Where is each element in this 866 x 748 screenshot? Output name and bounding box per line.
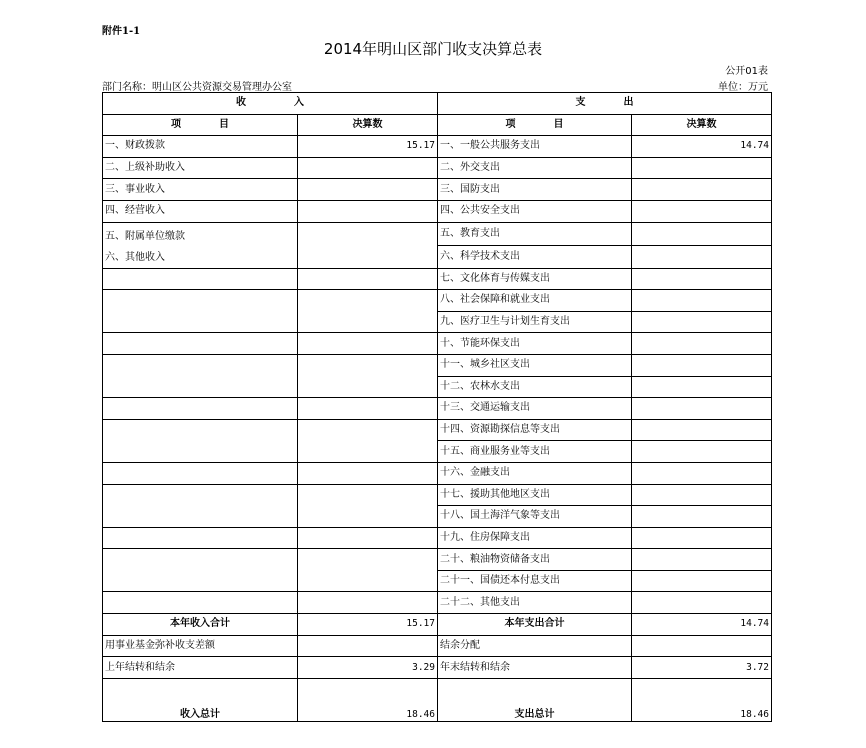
expense-item-cell: 九、医疗卫生与计划生育支出 [438, 311, 632, 333]
income-head-b: 入 [294, 97, 304, 109]
income-item-cell [103, 549, 298, 592]
income-item-cell: 二、上级补助收入 [103, 157, 298, 179]
table-row [103, 179, 772, 201]
income-amount-cell [298, 527, 438, 549]
income-carry-value: 3.29 [298, 657, 438, 679]
expense-item-cell: 十六、金融支出 [438, 462, 632, 484]
expense-item-cell: 八、社会保障和就业支出 [438, 290, 632, 312]
table-row [103, 462, 772, 484]
income-amount-cell [298, 398, 438, 420]
income-item-cell [103, 290, 298, 333]
income-item-cell: 三、事业收入 [103, 179, 298, 201]
expense-item-cell: 十五、商业服务业等支出 [438, 441, 632, 463]
income-item-cell [103, 268, 298, 290]
expense-item-cell: 十八、国土海洋气象等支出 [438, 506, 632, 528]
table-row [103, 157, 772, 179]
expense-item-cell: 六、科学技术支出 [438, 245, 632, 268]
income-amount-cell [298, 592, 438, 614]
expense-item-cell: 十三、交通运输支出 [438, 398, 632, 420]
income-grand-total-label: 收入总计 [103, 678, 298, 721]
column-header-row [103, 114, 772, 136]
expense-amount-cell [632, 570, 772, 592]
col-item-a: 项 [505, 118, 516, 130]
expense-distribution-value [632, 635, 772, 657]
income-section-header [103, 93, 438, 115]
expense-item-cell: 四、公共安全支出 [438, 200, 632, 222]
income-item-label: 六、其他收入 [105, 251, 165, 263]
income-amount-cell [298, 462, 438, 484]
income-fund-offset-value [298, 635, 438, 657]
income-item-header [103, 114, 298, 136]
table-row [103, 527, 772, 549]
expense-year-total-value: 14.74 [632, 614, 772, 636]
expense-amount-cell [632, 462, 772, 484]
income-amount-header: 决算数 [298, 114, 438, 136]
table-row [103, 354, 772, 376]
expense-section-header [438, 93, 772, 115]
income-item-cell [103, 419, 298, 462]
income-year-total-label: 本年收入合计 [103, 614, 298, 636]
expense-item-cell: 十二、农林水支出 [438, 376, 632, 398]
expense-item-cell: 一、一般公共服务支出 [438, 136, 632, 158]
expense-item-cell: 三、国防支出 [438, 179, 632, 201]
form-code: 公开01表 [725, 66, 768, 77]
income-amount-cell [298, 157, 438, 179]
income-amount-cell [298, 354, 438, 397]
expense-amount-cell [632, 157, 772, 179]
expense-amount-cell [632, 549, 772, 571]
col-item-a: 项 [171, 118, 181, 130]
expense-amount-cell [632, 200, 772, 222]
income-amount-cell [298, 419, 438, 462]
section-header-row [103, 93, 772, 115]
expense-carry-label: 年末结转和结余 [438, 657, 632, 679]
year-total-row [103, 614, 772, 636]
department-name: 部门名称：明山区公共资源交易管理办公室 [102, 82, 292, 93]
income-item-cell [103, 333, 298, 355]
table-row [103, 398, 772, 420]
income-amount-cell [298, 549, 438, 592]
expense-grand-total-label: 支出总计 [438, 678, 632, 721]
expense-grand-total-value: 18.46 [632, 678, 772, 721]
income-item-cell [103, 398, 298, 420]
income-item-cell: 一、财政拨款 [103, 136, 298, 158]
expense-carry-value: 3.72 [632, 657, 772, 679]
expense-item-cell: 七、文化体育与传媒支出 [438, 268, 632, 290]
expense-amount-cell [632, 506, 772, 528]
expense-head-a: 支 [575, 97, 586, 109]
expense-amount-cell [632, 268, 772, 290]
income-item-cell [103, 462, 298, 484]
expense-amount-cell [632, 333, 772, 355]
table-row [103, 200, 772, 222]
grand-total-row [103, 678, 772, 721]
expense-amount-cell [632, 419, 772, 441]
expense-amount-cell [632, 484, 772, 506]
income-carry-label: 上年结转和结余 [103, 657, 298, 679]
income-amount-cell [298, 179, 438, 201]
income-amount-cell [298, 268, 438, 290]
income-item-cell: 四、经营收入 [103, 200, 298, 222]
income-item-cell [103, 354, 298, 397]
expense-amount-cell [632, 311, 772, 333]
expense-item-cell: 十七、援助其他地区支出 [438, 484, 632, 506]
expense-item-cell: 二、外交支出 [438, 157, 632, 179]
income-amount-cell [298, 222, 438, 268]
income-item-cell [103, 222, 298, 268]
income-item-cell [103, 484, 298, 527]
table-row [103, 549, 772, 571]
income-amount-cell: 15.17 [298, 136, 438, 158]
expense-amount-cell [632, 527, 772, 549]
expense-amount-cell [632, 441, 772, 463]
expense-amount-cell [632, 398, 772, 420]
income-item-label: 五、附属单位缴款 [105, 230, 185, 242]
expense-item-cell: 二十、粮油物资储备支出 [438, 549, 632, 571]
income-head-a: 收 [236, 97, 246, 109]
expense-item-cell: 十、节能环保支出 [438, 333, 632, 355]
table-row [103, 290, 772, 312]
income-amount-cell [298, 200, 438, 222]
income-grand-total-value: 18.46 [298, 678, 438, 721]
expense-item-header [438, 114, 632, 136]
expense-amount-cell [632, 376, 772, 398]
expense-distribution-label: 结余分配 [438, 635, 632, 657]
budget-table [102, 92, 772, 722]
col-item-b: 目 [219, 118, 229, 130]
expense-amount-cell [632, 354, 772, 376]
unit-label: 单位：万元 [718, 82, 768, 93]
table-row [103, 333, 772, 355]
income-amount-cell [298, 333, 438, 355]
table-row [103, 268, 772, 290]
expense-amount-cell [632, 290, 772, 312]
expense-head-b: 出 [623, 97, 634, 109]
expense-amount-cell [632, 592, 772, 614]
income-item-cell [103, 527, 298, 549]
expense-amount-cell [632, 222, 772, 245]
expense-item-cell: 十一、城乡社区支出 [438, 354, 632, 376]
carry-row [103, 657, 772, 679]
table-row [103, 484, 772, 506]
table-row [103, 136, 772, 158]
col-item-b: 目 [553, 118, 564, 130]
page-title: 2014年明山区部门收支决算总表 [323, 40, 543, 58]
expense-year-total-label: 本年支出合计 [438, 614, 632, 636]
expense-item-cell: 五、教育支出 [438, 222, 632, 245]
expense-amount-header: 决算数 [632, 114, 772, 136]
table-row [103, 419, 772, 441]
fund-offset-row [103, 635, 772, 657]
income-year-total-value: 15.17 [298, 614, 438, 636]
expense-item-cell: 十四、资源勘探信息等支出 [438, 419, 632, 441]
expense-amount-cell: 14.74 [632, 136, 772, 158]
table-row [103, 222, 772, 245]
expense-item-cell: 十九、住房保障支出 [438, 527, 632, 549]
expense-amount-cell [632, 179, 772, 201]
expense-amount-cell [632, 245, 772, 268]
table-row [103, 592, 772, 614]
income-item-cell [103, 592, 298, 614]
expense-item-cell: 二十一、国债还本付息支出 [438, 570, 632, 592]
income-amount-cell [298, 290, 438, 333]
attachment-label: 附件1-1 [102, 26, 141, 37]
income-fund-offset-label: 用事业基金弥补收支差额 [103, 635, 298, 657]
income-amount-cell [298, 484, 438, 527]
expense-item-cell: 二十二、其他支出 [438, 592, 632, 614]
